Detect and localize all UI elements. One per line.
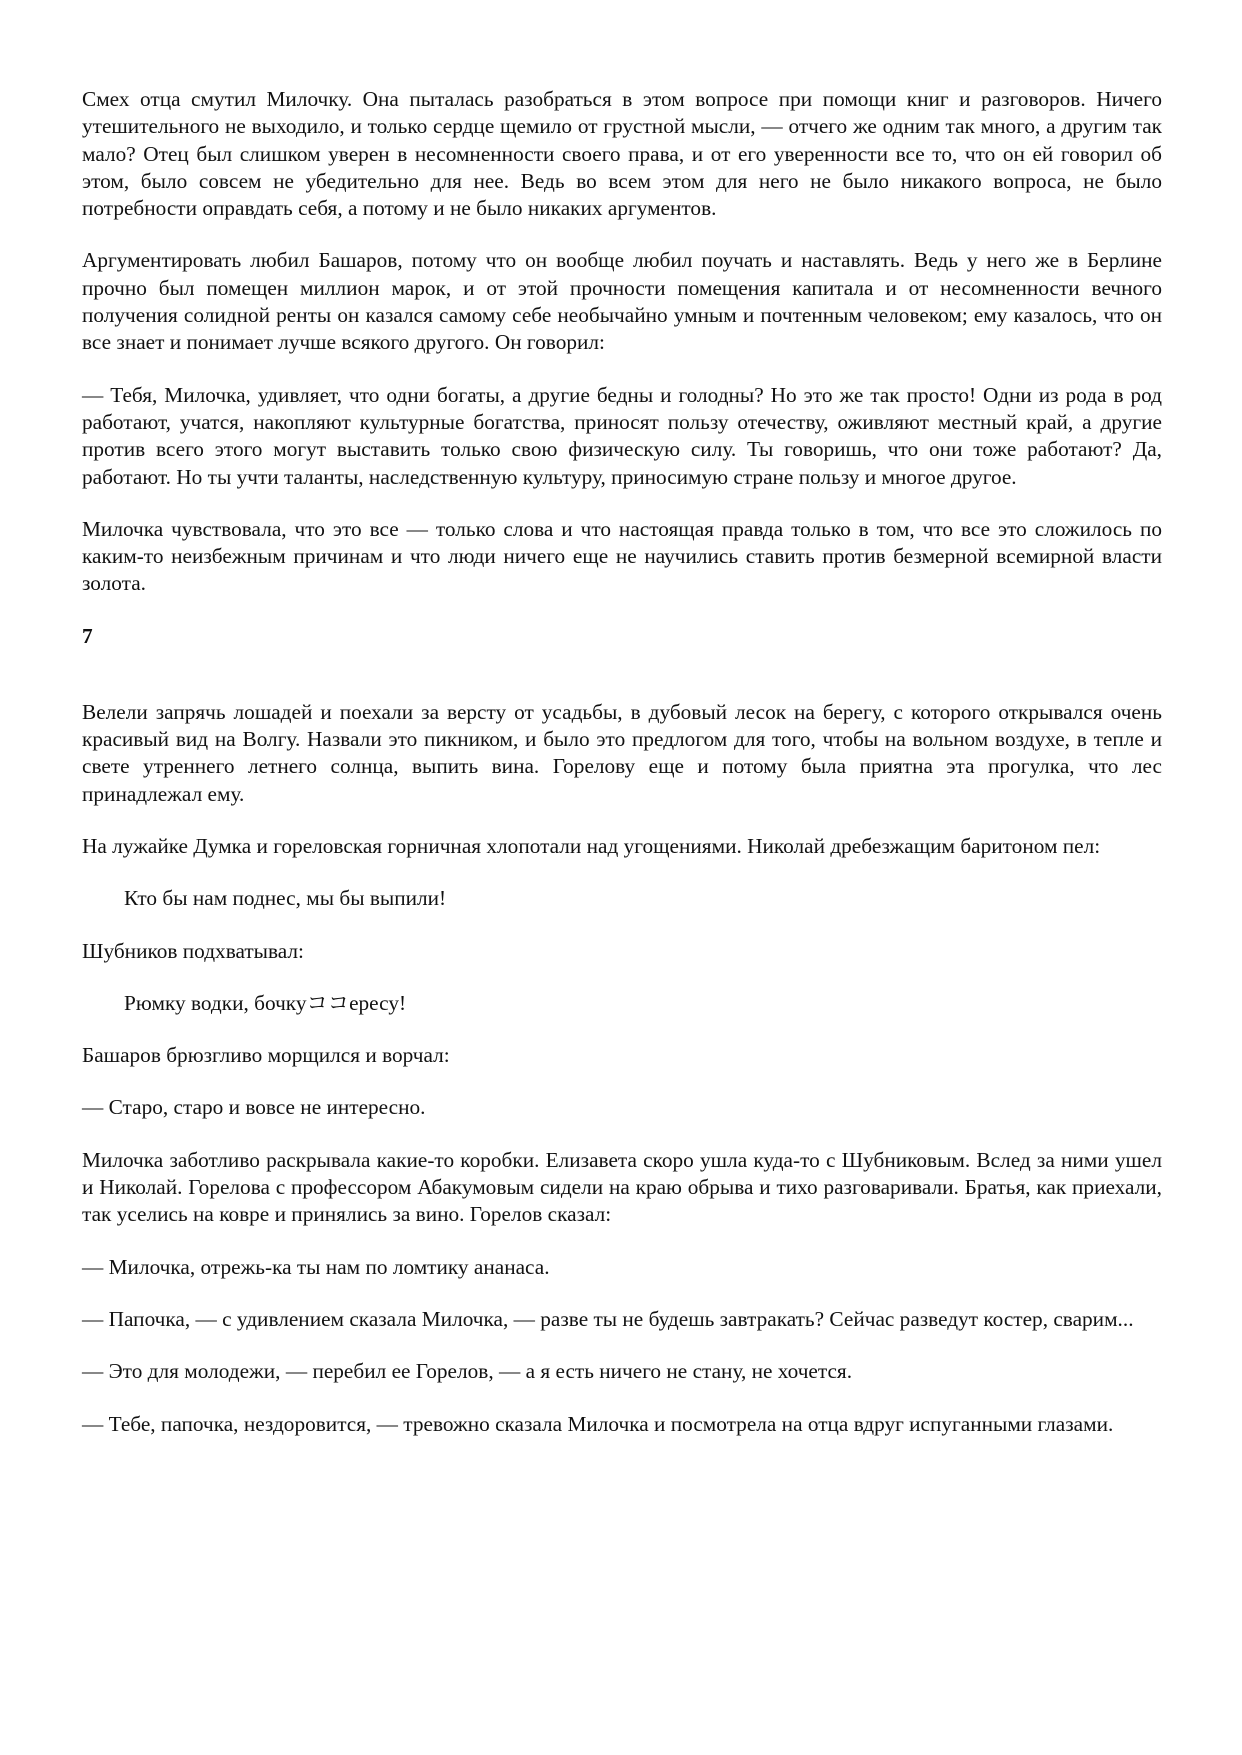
dialogue-line: — Милочка, отрежь-ка ты нам по ломтику ананаса. — [82, 1254, 550, 1279]
paragraph: Смех отца смутил Милочку. Она пыталась разобраться в этом вопросе при помощи книг и разговоров. Ничего утешительного не выходило, и только сердце щемило от грустной мысли, — отчего же одним так много, а другим так мало? Отец был слишком уверен в несомненности своего права, и от его уверенности все то, что он ей говорил об этом, было совсем не убедительно для нее. Ведь во всем этом для него не было никакого вопроса, не было потребности оправдать себя, а потому и не было никаких аргументов. — [82, 87, 1162, 221]
paragraph: — Тебя, Милочка, удивляет, что одни богаты, а другие бедны и голодны? Но это же так просто! Одни из рода в род работают, учатся, накопляют культурные богатства, приносят пользу отечеству, оживляют местный край, а другие против всего этого могут выставить только свою физическую силу. Ты говоришь, что они тоже работают? Да, работают. Но ты учти таланты, наследственную культуру, приносимую стране пользу и многое другое. — [82, 382, 1162, 489]
dialogue-line: — Папочка, — с удивлением сказала Милочка, — разве ты не будешь завтракать? Сейчас разведут костер, сварим... — [82, 1306, 1134, 1331]
paragraph: Аргументировать любил Башаров, потому что он вообще любил поучать и наставлять. Ведь у него же в Берлине прочно был помещен миллион марок, и от этой прочности помещения капитала и от несомненности вечного получения солидной ренты он казался самому себе необычайно умным и почтенным человеком; ему казалось, что он все знает и понимает лучше всякого другого. Он говорил: — [82, 248, 1162, 355]
paragraph: Милочка чувствовала, что это все — только слова и что настоящая правда только в том, что все это сложилось по каким-то неизбежным причинам и что люди ничего еще не научились ставить против безмерной всемирной власти золота. — [82, 516, 1162, 596]
document-page — [82, 86, 1162, 1438]
dialogue-line: — Тебе, папочка, нездоровится, — тревожно сказала Милочка и посмотрела на отца вдруг испуганными глазами. — [82, 1411, 1114, 1436]
paragraph: Велели запрячь лошадей и поехали за версту от усадьбы, в дубовый лесок на берегу, с которого открывался очень красивый вид на Волгу. Назвали это пикником, и было это предлогом для того, чтобы на вольном воздухе, в тепле и свете утреннего летнего солнца, выпить вина. Горелову еще и потому была приятна эта прогулка, что лес принадлежал ему. — [82, 699, 1162, 806]
verse-line: Кто бы нам поднес, мы бы выпили! — [124, 886, 447, 911]
paragraph: Милочка заботливо раскрывала какие-то коробки. Елизавета скоро ушла куда-то с Шубниковым. Вслед за ними ушел и Николай. Горелова с профессором Абакумовым сидели на краю обрыва и тихо разговаривали. Братья, как приехали, так уселись на ковре и принялись за вино. Горелов сказал: — [82, 1147, 1162, 1227]
paragraph: На лужайке Думка и гореловская горничная хлопотали над угощениями. Николай дребезжащим баритоном пел: — [82, 833, 1101, 858]
chapter-number: 7 — [82, 623, 93, 648]
dialogue-line: — Это для молодежи, — перебил ее Горелов, — а я есть ничего не стану, не хочется. — [82, 1359, 853, 1384]
verse-line: Рюмку водки, бочкуココересу! — [124, 990, 407, 1015]
paragraph: Шубников подхватывал: — [82, 938, 304, 963]
dialogue-line: — Старо, старо и вовсе не интересно. — [82, 1095, 426, 1120]
paragraph: Башаров брюзгливо морщился и ворчал: — [82, 1043, 450, 1068]
